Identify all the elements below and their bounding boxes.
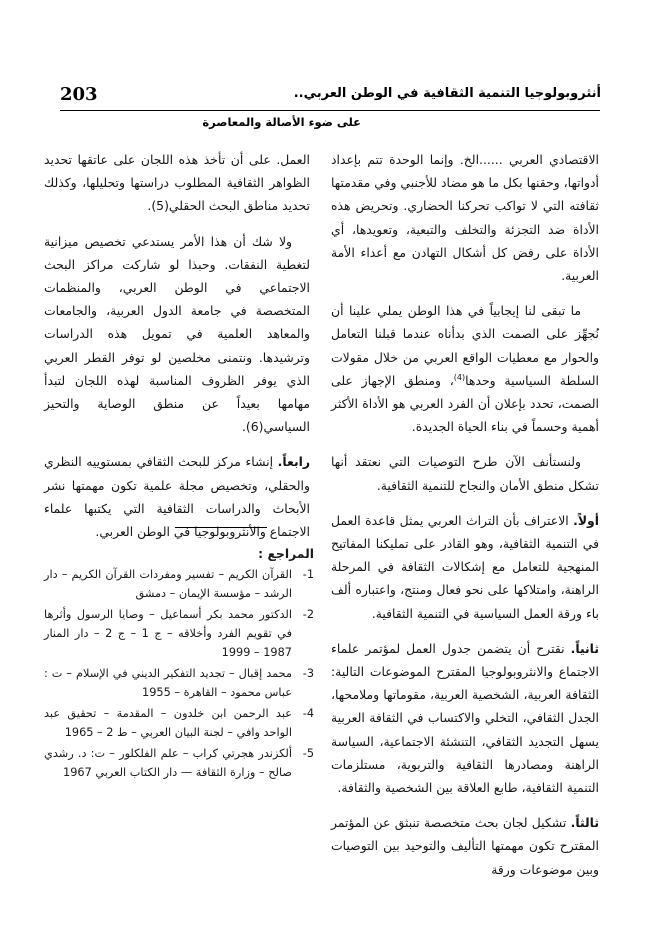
recommendation-lead: أولاً. (573, 512, 599, 528)
reference-text: القرآن الكريم – تفسير ومفردات القرآن الكريم – دار الرشد – مؤسسة الإيمان – دمشق (44, 568, 292, 600)
reference-number: 2- (302, 608, 314, 621)
paragraph: ولا شك أن هذا الأمر يستدعي تخصيص ميزانية لتغطية النفقات. وحبذا لو شاركت مراكز البحث الاجتماعي في الوطن العربي، والمنظمات المتخصصة في جامعة الدول العربية، والجامعات والمعاهد العلمية في تمويل هذه الدراسات وترشيدها. ونتمنى مخلصين لو توفر القطر العربي الذي يوفر الظروف المناسبة لهذه اللجان لتبدأ مهامها بعيداً عن منطق الوصاية والتحيز السياسي(6). (44, 233, 310, 435)
paragraph (331, 299, 599, 438)
reference-number: 3- (302, 667, 314, 680)
running-title: أنثروبولوجيا التنمية الثقافية في الوطن العربي.. (293, 86, 601, 101)
reference-number: 4- (302, 707, 314, 720)
footnote-marker: (4) (453, 372, 466, 382)
reference-text: محمد إقبال – تجديد التفكير الديني في الإسلام – ت : عباس محمود – القاهرة – 1955 (44, 667, 292, 699)
right-column (331, 148, 599, 893)
references-section (44, 544, 314, 784)
reference-text: ألكزندر هجرتي كراب – علم الفلكلور – ت: د. رشدي صالح – وزارة الثقافة — دار الكتاب العربي 1967 (44, 747, 292, 779)
paragraph (331, 811, 599, 881)
recommendation-lead: ثالثاً. (570, 815, 599, 831)
paragraph-text: نقترح أن يتضمن جدول العمل لمؤتمر علماء الاجتماع والانثروبولوجيا المقترح الموضوعات التالية: الثقافة العربية، الشخصية العربية، مقوماتها وملامحها، الجدل الثقافي، التخلي والاكتساب في الثقافة العربية يسهل التجديد الثقافي، التنشئة الاجتماعية، السياسة الراهنة ومصادرها الثقافية والتربوية، مستلزمات التنمية الثقافية، طابع العلاقة بين الشخصية والثقافة. (331, 640, 599, 796)
header-rule (60, 110, 600, 111)
paragraph-text: تشكيل لجان بحث متخصصة تنبثق عن المؤتمر المقترح تكون مهمتها التأليف والتوحيد بين التوصيات وبين موضوعات ورقة (331, 815, 599, 877)
footnote-rule (175, 527, 267, 528)
paragraph (331, 637, 599, 799)
reference-number: 5- (302, 747, 314, 760)
reference-item (44, 704, 314, 742)
paragraph-text: ، ومنطق الإجهاز على الصمت، تحدد بإعلان أن الفرد العربي هو الأداة الأكثر أهمية وحسماً في بناء الحياة الجديدة. (331, 372, 599, 435)
reference-item (44, 605, 314, 662)
recommendation-lead: رابعاً. (277, 454, 310, 470)
paragraph: ولنستأنف الآن طرح التوصيات التي نعتقد أنها تشكل منطق الأمان والنجاح للتنمية الثقافية. (331, 454, 599, 493)
reference-text: عبد الرحمن ابن خلدون – المقدمة – تحقيق عبد الواحد وافي – لجنة البيان العربي – ط 2 – 1965 (44, 707, 292, 739)
paragraph-text: الاعتراف بأن التراث العربي يمثل قاعدة العمل في التنمية الثقافية، وهو القادر على تمليكنا المفاتيح المنهجية للتعامل مع إشكالات الثقافة في المرحلة الراهنة، وامتلاكها على نحو فعال ومنتج، واعتباره ألف باء ورقة العمل السياسية في التنمية الثقافية. (331, 512, 599, 621)
running-subtitle: على ضوء الأصالة والمعاصرة (202, 115, 361, 129)
paragraph: العمل. على أن تأخذ هذه اللجان على عاتقها تحديد الظواهر الثقافية المطلوب دراستها وتحليلها، وكذلك تحديد مناطق البحث الحقلي(5). (44, 152, 310, 214)
references-title: المراجع : (258, 546, 314, 561)
paragraph: الاقتصادي العربي ......الخ. وإنما الوحدة تتم بإعداد أدواتها، وحقنها بكل ما هو مضاد للأجنبي وفي مقدمتها ثقافته التي لا تواكب تحركنا الحضاري. وتحريض هذه الأداة ضد التجزئة والتخلف والتبعية، وتعويدها، أي الأداة على رفض كل أشكال التهادن مع أعداء الأمة العربية. (331, 152, 599, 284)
reference-item (44, 664, 314, 702)
reference-item (44, 565, 314, 603)
paragraph-text: إنشاء مركز للبحث الثقافي بمستوييه النظري والحقلي، وتخصيص مجلة علمية تكون مهمتها نشر الأبحاث والدراسات الثقافية التي يكتبها علماء الاجتماع والأنثروبولوجيا في الوطن العربي. (44, 454, 310, 540)
left-column (44, 148, 310, 555)
paragraph (44, 450, 310, 543)
recommendation-lead: ثانياً. (570, 640, 599, 656)
reference-text: الدكتور محمد بكر أسماعيل – وصايا الرسول وأثرها في تقويم الفرد وأخلاقه – ج 1 – ج 2 – دار المنار 1987 – 1999 (44, 608, 292, 659)
reference-number: 1- (302, 568, 314, 581)
page-number: 203 (60, 84, 98, 105)
paragraph-text: ما تبقى لنا إيجابياً في هذا الوطن يملي علينا أن نُجهِّز على الصمت الذي بدأناه عندما قبلنا التعامل والحوار مع معطيات الواقع العربي من خلال مقولات السلطة السياسية وحدها (331, 303, 599, 388)
paragraph (331, 509, 599, 625)
reference-item (44, 744, 314, 782)
